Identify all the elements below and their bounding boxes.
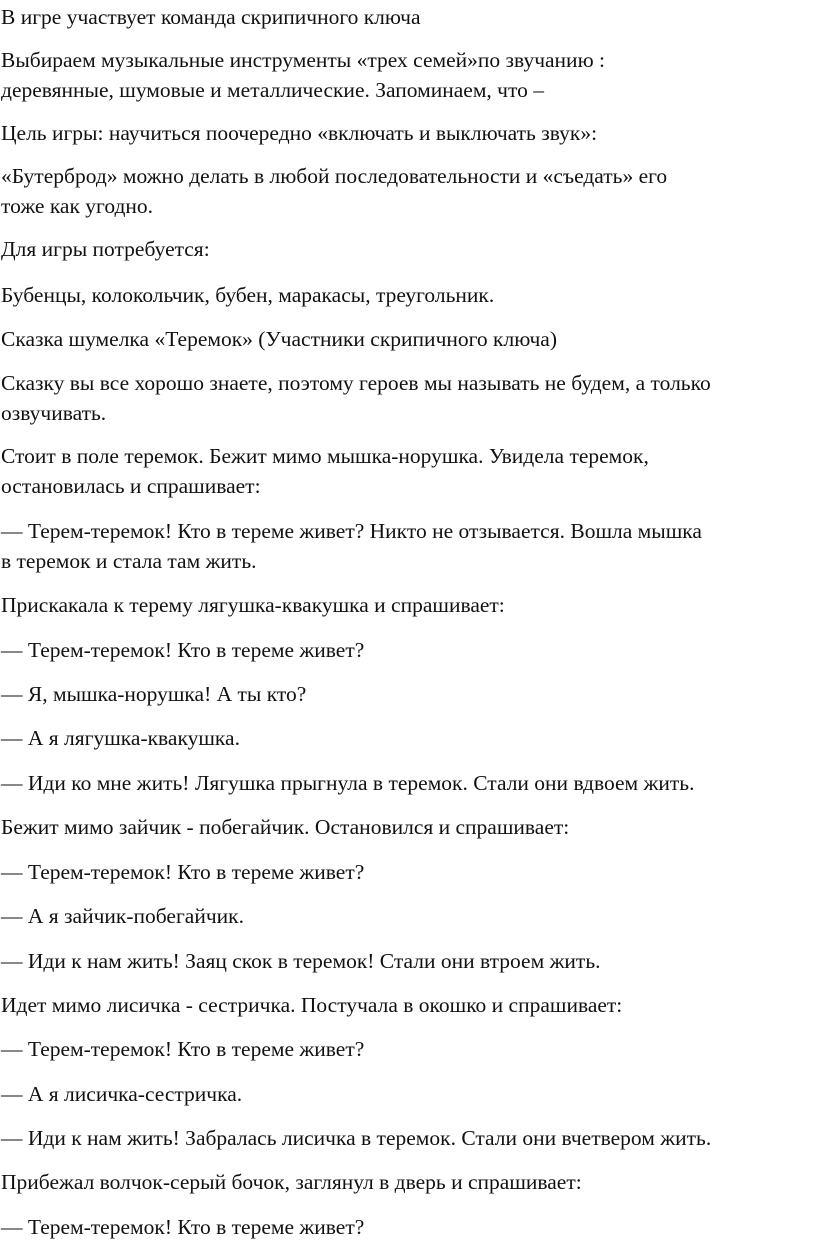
paragraph	[1, 857, 364, 887]
paragraph	[1, 118, 597, 148]
paragraph	[1, 2, 421, 32]
text-line: Сказка шумелка «Теремок» (Участники скрипичного ключа)	[1, 327, 557, 351]
paragraph	[1, 679, 306, 709]
text-line: — Я, мышка-норушка! А ты кто?	[1, 682, 307, 706]
text-line: Стоит в поле теремок. Бежит мимо мышка-норушка. Увидела теремок,	[1, 444, 649, 468]
paragraph	[1, 635, 364, 665]
paragraph	[1, 280, 494, 310]
text-line: Идет мимо лисичка - сестричка. Постучала в окошко и спрашивает:	[1, 993, 623, 1017]
text-line: — Иди к нам жить! Забралась лисичка в теремок. Стали они вчетвером жить.	[1, 1126, 712, 1150]
paragraph	[1, 946, 601, 976]
text-line: — А я зайчик-побегайчик.	[1, 904, 244, 928]
paragraph	[1, 441, 649, 501]
text-line: тоже как угодно.	[1, 194, 154, 218]
paragraph	[1, 901, 244, 931]
paragraph	[1, 368, 711, 428]
text-line: — Иди к нам жить! Заяц скок в теремок! Стали они втроем жить.	[1, 949, 601, 973]
paragraph	[1, 1167, 582, 1197]
text-line: в теремок и стала там жить.	[1, 549, 257, 573]
text-line: Бубенцы, колокольчик, бубен, маракасы, треугольник.	[1, 283, 495, 307]
text-line: — А я лягушка-квакушка.	[1, 726, 240, 750]
text-line: Прискакала к терему лягушка-квакушка и спрашивает:	[1, 593, 505, 617]
text-line: В игре участвует команда скрипичного ключа	[1, 5, 421, 29]
paragraph	[1, 45, 605, 105]
text-line: — Терем-теремок! Кто в тереме живет? Никто не отзывается. Вошла мышка	[1, 519, 702, 543]
text-line: Прибежал волчок-серый бочок, заглянул в дверь и спрашивает:	[1, 1170, 582, 1194]
text-line: Для игры потребуется:	[1, 237, 210, 261]
text-line: озвучивать.	[1, 401, 107, 425]
text-line: Бежит мимо зайчик - побегайчик. Остановился и спрашивает:	[1, 815, 570, 839]
text-line: Цель игры: научиться поочередно «включать и выключать звук»:	[1, 121, 598, 145]
text-line: — Терем-теремок! Кто в тереме живет?	[1, 638, 365, 662]
text-line: остановилась и спрашивает:	[1, 474, 261, 498]
paragraph	[1, 161, 667, 221]
text-line: Выбираем музыкальные инструменты «трех семей»по звучанию :	[1, 48, 605, 72]
paragraph	[1, 768, 694, 798]
paragraph	[1, 1123, 711, 1153]
paragraph	[1, 516, 702, 576]
paragraph	[1, 1212, 364, 1242]
text-line: Сказку вы все хорошо знаете, поэтому героев мы называть не будем, а только	[1, 371, 711, 395]
paragraph	[1, 234, 210, 264]
paragraph	[1, 990, 622, 1020]
text-line: — Иди ко мне жить! Лягушка прыгнула в теремок. Стали они вдвоем жить.	[1, 771, 695, 795]
paragraph	[1, 324, 557, 354]
paragraph	[1, 590, 505, 620]
paragraph	[1, 812, 569, 842]
text-line: — Терем-теремок! Кто в тереме живет?	[1, 1037, 365, 1061]
paragraph	[1, 1079, 242, 1109]
paragraph	[1, 723, 240, 753]
text-line: — Терем-теремок! Кто в тереме живет?	[1, 860, 365, 884]
text-line: — А я лисичка-сестричка.	[1, 1082, 243, 1106]
paragraph	[1, 1034, 364, 1064]
text-line: деревянные, шумовые и металлические. Запоминаем, что –	[1, 78, 544, 102]
text-line: — Терем-теремок! Кто в тереме живет?	[1, 1215, 365, 1239]
text-line: «Бутерброд» можно делать в любой последовательности и «съедать» его	[1, 164, 668, 188]
